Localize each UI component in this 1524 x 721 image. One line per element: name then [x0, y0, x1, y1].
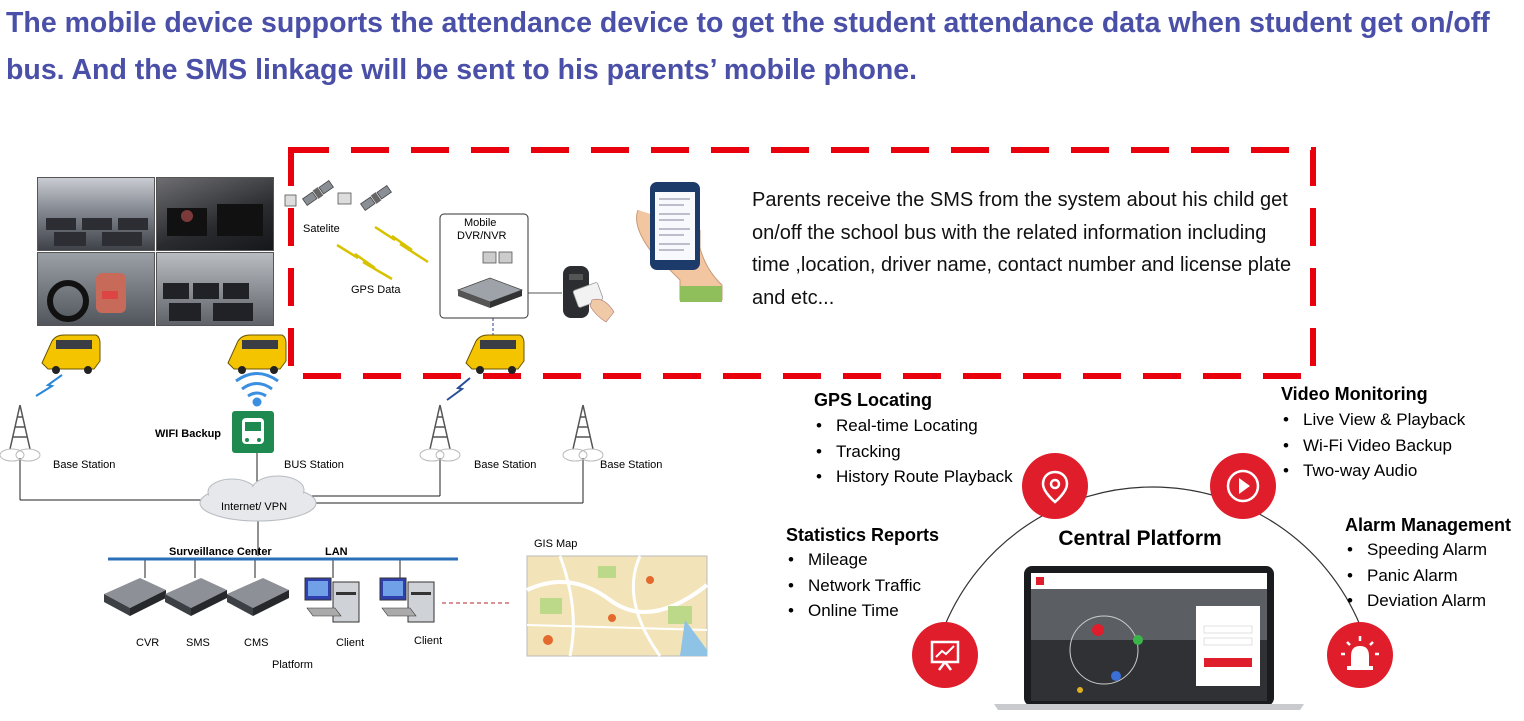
mobile-dvr-label-line1: Mobile: [464, 217, 497, 229]
internet-vpn-label: Internet/ VPN: [221, 501, 288, 513]
stats-section: [786, 525, 939, 624]
tower-icon: [420, 405, 460, 461]
tower-icon: [563, 405, 603, 461]
video-item: • Live View & Playback: [1281, 407, 1465, 433]
phone-hand-icon: [637, 182, 723, 302]
play-icon: [1210, 453, 1276, 519]
chart-icon: [912, 622, 978, 688]
gps-item: • Real-time Locating: [814, 413, 1013, 439]
server-icon: [165, 578, 227, 616]
base-station-label-2: Base Station: [474, 459, 537, 471]
stats-section-title: Statistics Reports: [786, 525, 940, 545]
cms-label: CMS: [244, 637, 269, 649]
sms-label: SMS: [186, 637, 210, 649]
gps-module-icon: [338, 193, 351, 204]
gps-item: • Tracking: [814, 439, 1013, 465]
stats-item: • Mileage: [786, 547, 939, 573]
alarm-item: • Deviation Alarm: [1345, 588, 1511, 614]
gps-item: • History Route Playback: [814, 464, 1013, 490]
server-icon: [104, 578, 166, 616]
laptop-icon: [994, 566, 1304, 710]
pc-icon: [380, 578, 434, 622]
location-pin-icon: [1022, 453, 1088, 519]
video-section: [1281, 384, 1465, 484]
base-station-label-3: Base Station: [600, 459, 663, 471]
wireless-signal-icon: [447, 378, 470, 400]
bus-icon: [42, 335, 100, 374]
gps-data-label: GPS Data: [351, 284, 401, 296]
client-label-2: Client: [414, 635, 443, 647]
lightning-icon: [375, 227, 428, 262]
video-section-title: Video Monitoring: [1281, 384, 1428, 404]
bus-station-label: BUS Station: [284, 459, 344, 471]
alarm-item: • Panic Alarm: [1345, 563, 1511, 589]
surveillance-center-label: Surveillance Center: [169, 546, 272, 558]
gps-section: [814, 390, 1013, 490]
alarm-item: • Speeding Alarm: [1345, 537, 1511, 563]
video-item: • Wi-Fi Video Backup: [1281, 433, 1465, 459]
gps-module-icon: [285, 195, 296, 206]
stats-item: • Online Time: [786, 598, 939, 624]
bus-icon: [228, 335, 286, 374]
alarm-section: [1345, 515, 1511, 614]
central-platform-title: Central Platform: [1058, 527, 1222, 550]
wireless-signal-icon: [36, 375, 62, 396]
sms-description: Parents receive the SMS from the system about his child get on/off the school bus with the related information including time ,location, driver name, contact number and license plate and etc...: [752, 189, 1292, 309]
tower-icon: [0, 405, 40, 461]
map-icon: [527, 556, 707, 656]
alarm-section-title: Alarm Management: [1345, 515, 1512, 535]
wifi-icon: [236, 374, 278, 406]
card-reader-icon: [563, 266, 614, 322]
satellite-icon: [302, 180, 334, 207]
headline: The mobile device supports the attendance device to get the student attendance data when student get on/off bus. And the SMS linkage will be sent to his parents’ mobile phone.: [6, 7, 1490, 86]
cloud-icon: [200, 476, 316, 521]
mobile-dvr-label-line2: DVR/NVR: [457, 230, 507, 242]
gis-map-label: GIS Map: [534, 538, 578, 550]
bus-station-sign-icon: [232, 411, 274, 453]
platform-label: Platform: [272, 659, 313, 671]
bus-icon: [466, 335, 524, 374]
siren-icon: [1327, 622, 1393, 688]
pc-icon: [305, 578, 359, 622]
video-item: • Two-way Audio: [1281, 458, 1465, 484]
cvr-label: CVR: [136, 637, 160, 649]
stats-item: • Network Traffic: [786, 573, 939, 599]
gps-section-title: GPS Locating: [814, 390, 933, 410]
wifi-backup-label: WIFI Backup: [155, 428, 222, 440]
satelite-label: Satelite: [303, 223, 340, 235]
lan-label: LAN: [325, 546, 348, 558]
server-icon: [227, 578, 289, 616]
client-label-1: Client: [336, 637, 365, 649]
satellite-icon: [360, 185, 392, 212]
lightning-icon: [337, 245, 392, 279]
base-station-label-1: Base Station: [53, 459, 116, 471]
